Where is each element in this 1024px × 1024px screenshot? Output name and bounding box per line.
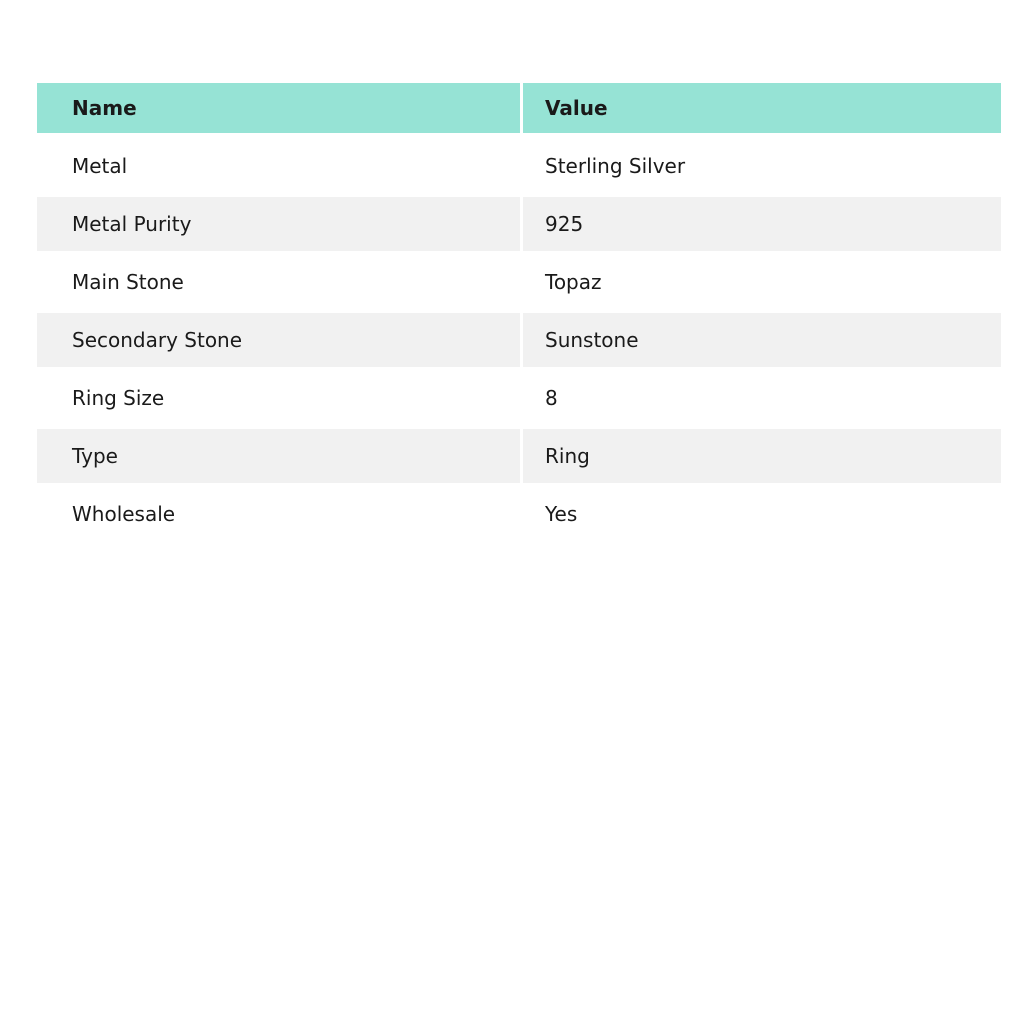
table-header-row (37, 83, 1001, 137)
attributes-table (37, 83, 1001, 543)
attribute-value: Topaz (523, 253, 1001, 311)
attribute-value: Yes (523, 485, 1001, 543)
attribute-name: Secondary Stone (37, 311, 523, 369)
attribute-name: Wholesale (37, 485, 523, 543)
attribute-value: Sterling Silver (523, 137, 1001, 195)
column-header-value: Value (523, 83, 1001, 137)
attribute-value: Sunstone (523, 311, 1001, 369)
table-row (37, 485, 1001, 543)
table-row (37, 137, 1001, 195)
table-row (37, 195, 1001, 253)
attribute-name: Metal Purity (37, 195, 523, 253)
table-row (37, 369, 1001, 427)
attribute-name: Metal (37, 137, 523, 195)
attribute-value: 8 (523, 369, 1001, 427)
table-row (37, 427, 1001, 485)
attribute-value: 925 (523, 195, 1001, 253)
table-row (37, 253, 1001, 311)
attribute-name: Ring Size (37, 369, 523, 427)
attribute-name: Type (37, 427, 523, 485)
table-row (37, 311, 1001, 369)
attribute-value: Ring (523, 427, 1001, 485)
attribute-name: Main Stone (37, 253, 523, 311)
column-header-name: Name (37, 83, 523, 137)
